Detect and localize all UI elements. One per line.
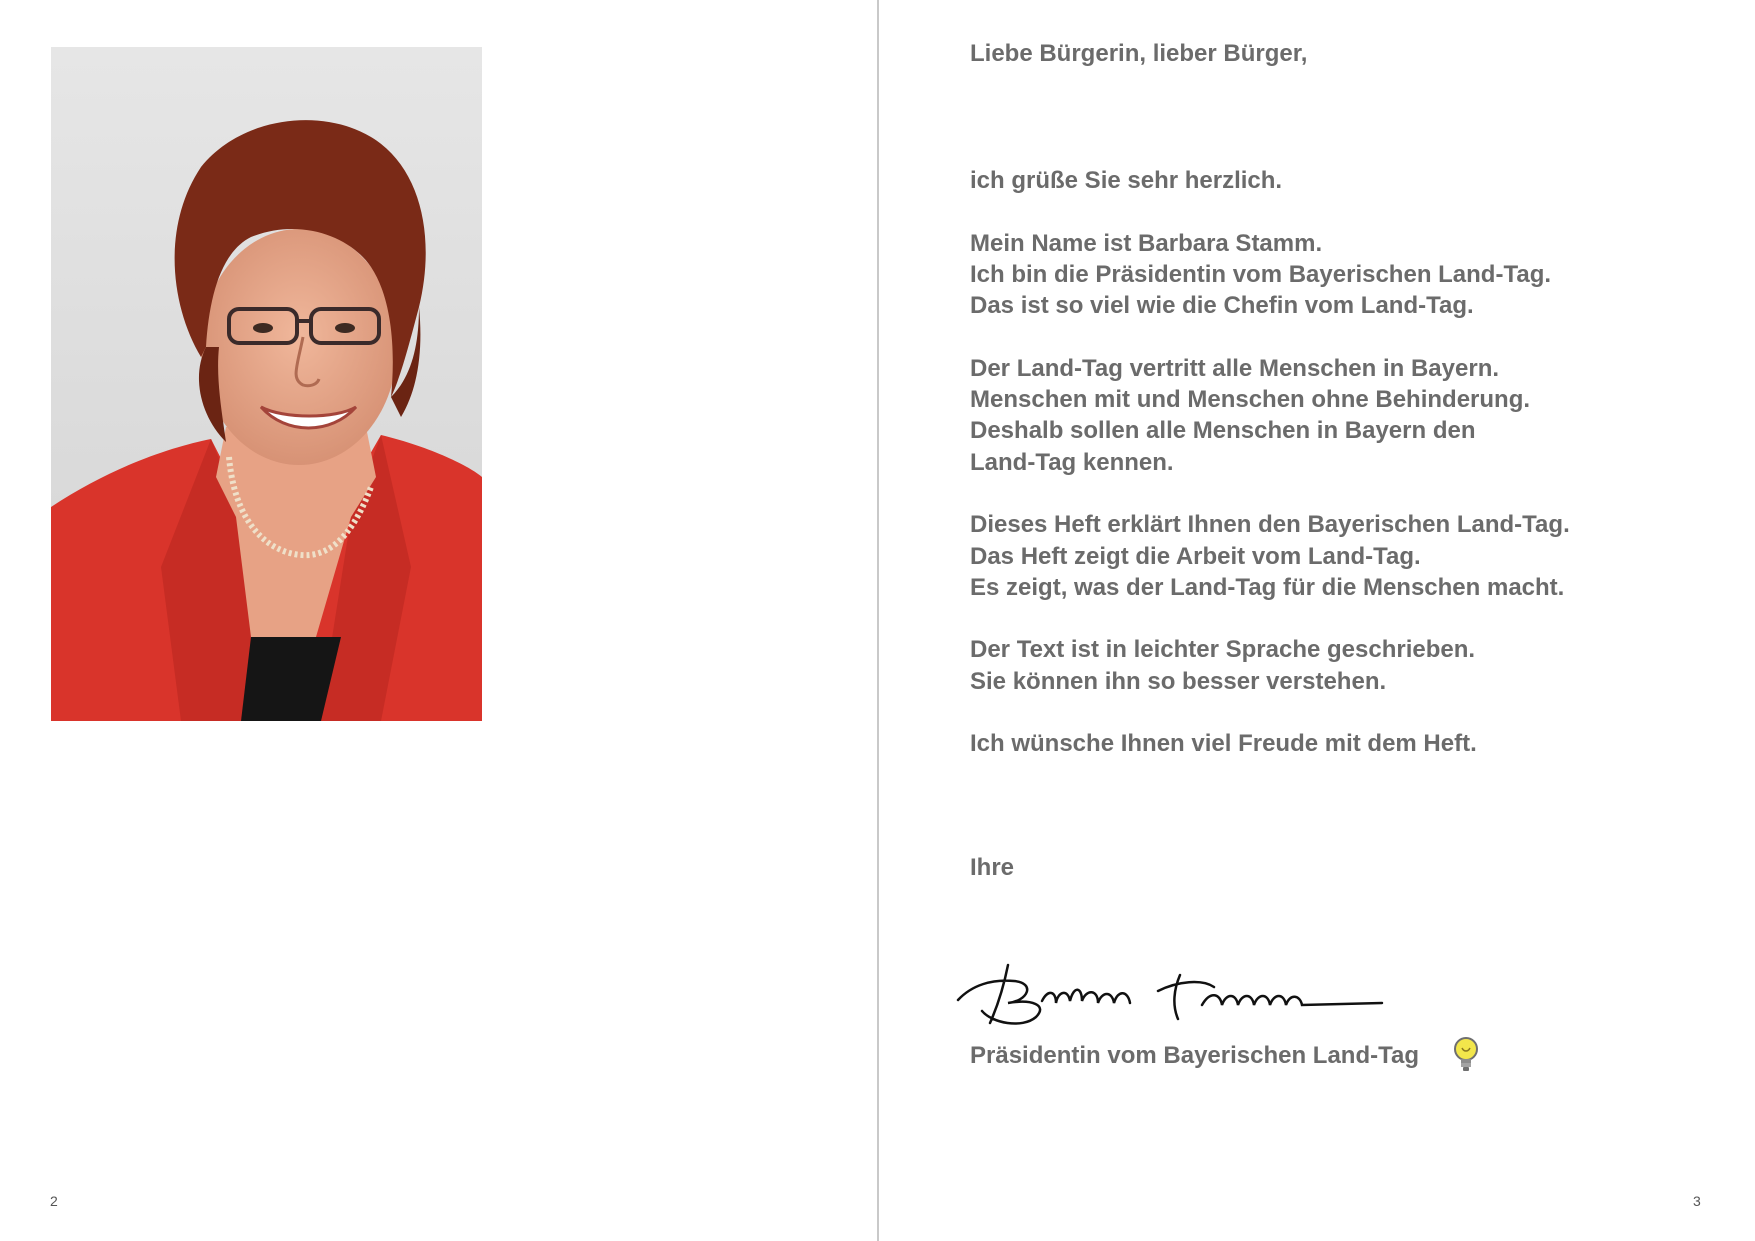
letter-body <box>970 165 1690 791</box>
paragraph-representation <box>970 353 1690 478</box>
lightbulb-icon <box>1452 1036 1480 1074</box>
body-line: Das ist so viel wie die Chefin vom Land-Tag. <box>970 292 1474 320</box>
body-line: Der Text ist in leichter Sprache geschrieben. <box>970 636 1476 664</box>
body-line: Ich wünsche Ihnen viel Freude mit dem Heft. <box>970 730 1477 758</box>
page-gutter <box>877 0 879 1241</box>
body-line: Land-Tag kennen. <box>970 448 1174 476</box>
paragraph-booklet <box>970 509 1690 603</box>
paragraph-introduction <box>970 228 1690 322</box>
portrait-photo <box>51 47 482 721</box>
body-line: ich grüße Sie sehr herzlich. <box>970 167 1283 194</box>
paragraph-easy-language <box>970 634 1690 697</box>
body-line: Mein Name ist Barbara Stamm. <box>970 229 1323 257</box>
body-line: Dieses Heft erklärt Ihnen den Bayerischen Land-Tag. <box>970 511 1570 539</box>
letter-closing: Ihre <box>970 854 1015 881</box>
page-number-left: 2 <box>50 1193 58 1209</box>
body-line: Das Heft zeigt die Arbeit vom Land-Tag. <box>970 542 1421 570</box>
body-line: Menschen mit und Menschen ohne Behinderung. <box>970 386 1531 414</box>
letter-salutation: Liebe Bürgerin, lieber Bürger, <box>970 40 1308 67</box>
body-line: Deshalb sollen alle Menschen in Bayern den <box>970 417 1476 445</box>
paragraph-wishes <box>970 728 1690 759</box>
body-line: Sie können ihn so besser verstehen. <box>970 667 1387 695</box>
body-line: Der Land-Tag vertritt alle Menschen in Bayern. <box>970 354 1500 382</box>
signature-title: Präsidentin vom Bayerischen Land-Tag <box>970 1042 1420 1069</box>
page-number-right: 3 <box>1693 1193 1701 1209</box>
paragraph-greeting <box>970 165 1690 196</box>
body-line: Ich bin die Präsidentin vom Bayerischen Land-Tag. <box>970 260 1552 288</box>
handwritten-signature <box>952 945 1402 1025</box>
body-line: Es zeigt, was der Land-Tag für die Menschen macht. <box>970 573 1565 601</box>
